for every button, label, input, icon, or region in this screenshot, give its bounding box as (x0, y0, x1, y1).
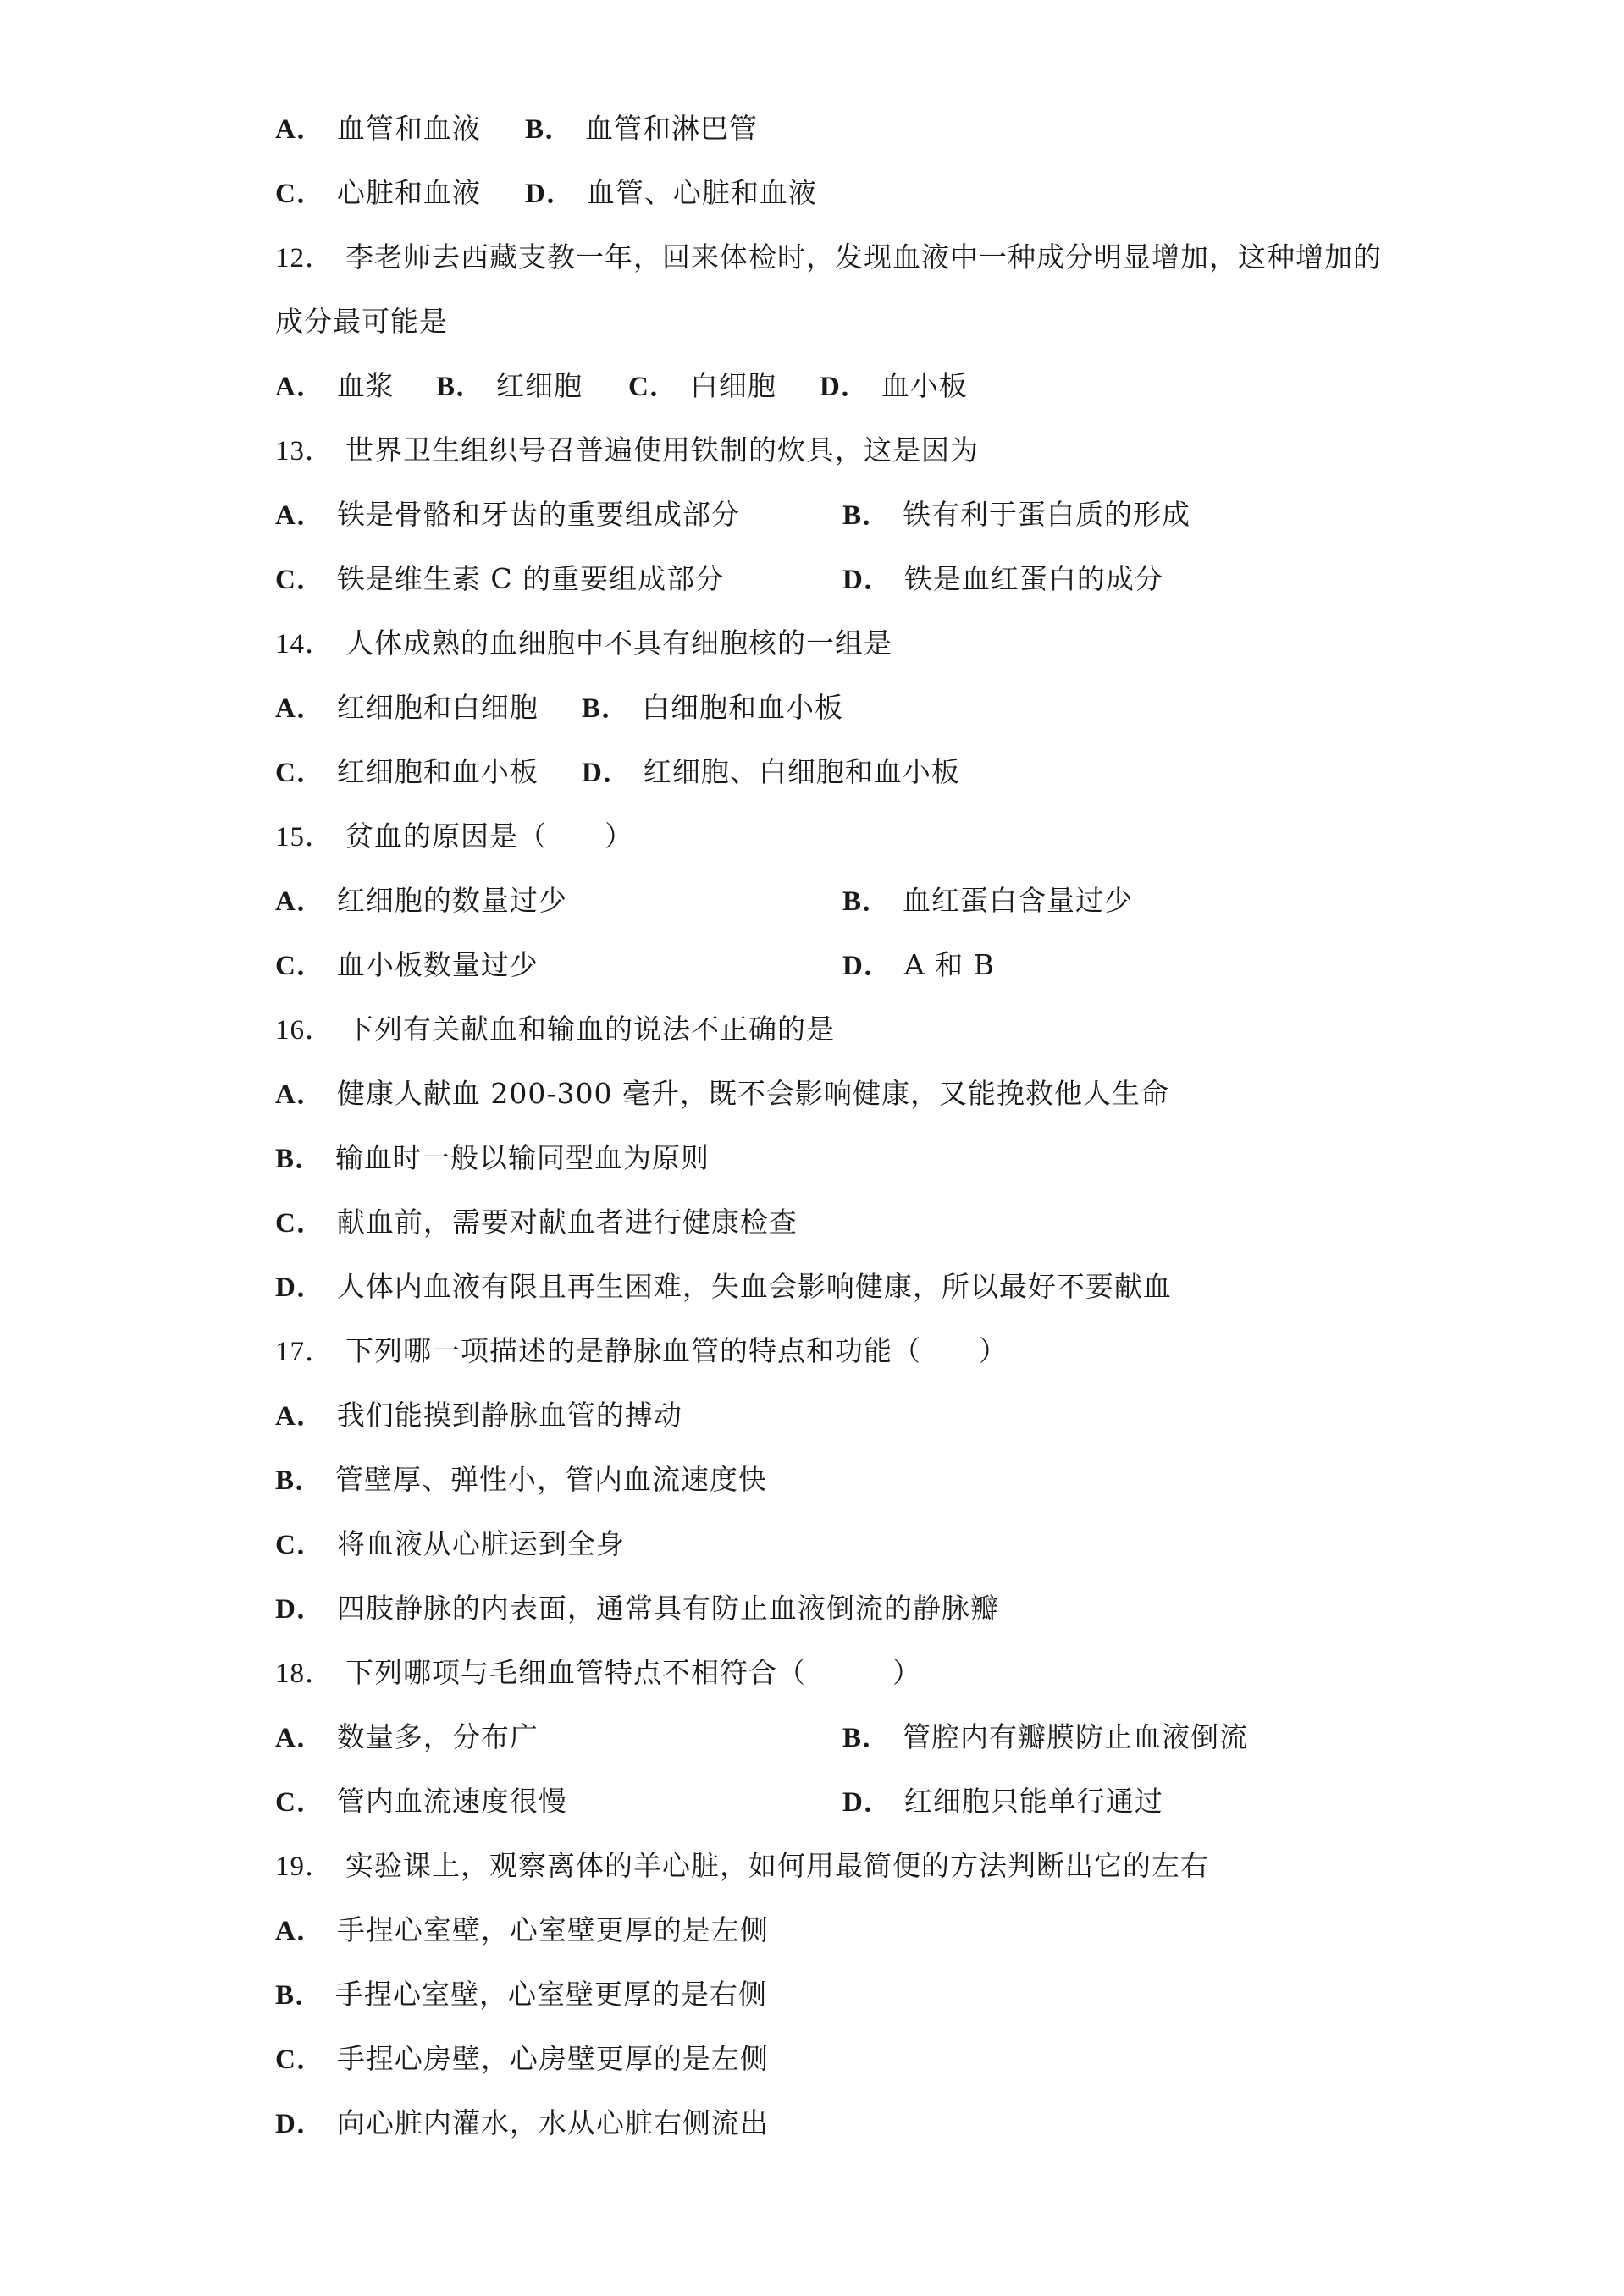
q15-option-c (275, 947, 539, 985)
question-number: 15． (275, 822, 334, 853)
option-label: B． (842, 1723, 892, 1753)
q17-option-b (275, 1461, 767, 1499)
q16-option-a (275, 1075, 1169, 1113)
option-label: A． (275, 372, 325, 402)
question-text: 成分最可能是 (275, 305, 448, 338)
q12-stem-cont (275, 303, 448, 340)
option-text: 血管和血液 (336, 112, 481, 145)
q15-option-b (842, 882, 1133, 920)
q16-option-d (275, 1268, 1172, 1306)
option-label: C． (275, 1530, 325, 1560)
option-label: C． (275, 951, 325, 981)
q17-option-a (275, 1397, 682, 1435)
option-text: 铁是维生素 C 的重要组成部分 (336, 562, 725, 595)
question-number: 12． (275, 243, 334, 273)
option-text: 血浆 (336, 369, 395, 402)
question-number: 13． (275, 436, 334, 466)
option-label: A． (275, 500, 325, 531)
option-label: D． (275, 1594, 325, 1625)
q14-option-b (582, 689, 843, 727)
option-label: C． (275, 1787, 325, 1818)
option-text: 手捏心室壁，心室壁更厚的是右侧 (335, 1978, 768, 2011)
q18-option-a (275, 1719, 539, 1757)
option-label: D． (842, 565, 892, 595)
q13-option-c (275, 560, 724, 599)
option-label: A． (275, 1723, 325, 1753)
question-number: 14． (275, 629, 334, 660)
option-text: 人体内血液有限且再生困难，失血会影响健康，所以最好不要献血 (336, 1270, 1172, 1303)
option-text: 四肢静脉的内表面，通常具有防止血液倒流的静脉瓣 (336, 1592, 999, 1625)
option-text: 手捏心房壁，心房壁更厚的是左侧 (336, 2042, 769, 2075)
q15-option-d (842, 947, 995, 985)
question-text: 李老师去西藏支教一年，回来体检时，发现血液中一种成分明显增加，这种增加的 (345, 240, 1382, 273)
option-text: 红细胞和血小板 (336, 755, 539, 788)
question-text: 世界卫生组织号召普遍使用铁制的炊具，这是因为 (345, 433, 979, 466)
question-text: 人体成熟的血细胞中不具有细胞核的一组是 (345, 626, 892, 660)
option-label: D． (842, 1787, 892, 1818)
option-text: 血小板数量过少 (336, 948, 539, 981)
option-text: 我们能摸到静脉血管的搏动 (336, 1399, 682, 1432)
option-text: 手捏心室壁，心室壁更厚的是左侧 (336, 1913, 769, 1946)
question-number: 16． (275, 1015, 334, 1046)
option-text: 向心脏内灌水，水从心脏右侧流出 (336, 2106, 769, 2139)
option-text: 将血液从心脏运到全身 (336, 1527, 625, 1560)
option-text: 血红蛋白含量过少 (903, 884, 1134, 917)
q19-stem (275, 1847, 1209, 1885)
option-text: 管内血流速度很慢 (336, 1785, 567, 1818)
question-text: 下列哪一项描述的是静脉血管的特点和功能（ ） (345, 1334, 1008, 1367)
option-label: D． (842, 951, 892, 981)
q14-option-d (582, 753, 960, 792)
option-label: B． (842, 500, 892, 531)
option-label: D． (275, 1272, 325, 1303)
option-label: A． (275, 693, 325, 724)
q14-option-a (275, 689, 539, 727)
q11-option-c (275, 174, 481, 212)
option-label: D． (820, 372, 870, 402)
option-text: 红细胞只能单行通过 (903, 1785, 1163, 1818)
q18-option-b (842, 1719, 1248, 1757)
option-text: 红细胞的数量过少 (336, 884, 567, 917)
option-label: B． (436, 372, 485, 402)
option-text: 铁是骨骼和牙齿的重要组成部分 (336, 498, 740, 531)
option-label: C． (275, 758, 325, 788)
q13-stem (275, 432, 979, 470)
q13-option-b (842, 496, 1190, 534)
q16-stem (275, 1011, 835, 1049)
option-label: A． (275, 1079, 325, 1110)
option-label: A． (275, 1916, 325, 1946)
option-label: B． (525, 114, 574, 145)
option-text: 铁有利于蛋白质的形成 (903, 498, 1191, 531)
q15-stem (275, 818, 633, 856)
q13-option-d (842, 560, 1163, 599)
option-label: C． (628, 372, 678, 402)
option-text: 献血前，需要对献血者进行健康检查 (336, 1206, 798, 1239)
q19-option-b (275, 1976, 767, 2014)
q19-option-a (275, 1912, 769, 1950)
question-text: 下列有关献血和输血的说法不正确的是 (345, 1013, 835, 1046)
option-label: A． (275, 886, 325, 917)
option-text: 白细胞和血小板 (642, 691, 844, 724)
q11-option-d (525, 174, 817, 212)
option-label: D． (582, 758, 632, 788)
q11-option-b (525, 110, 758, 148)
option-text: 管壁厚、弹性小，管内血流速度快 (335, 1463, 768, 1496)
option-text: 白细胞 (689, 369, 776, 402)
option-label: B． (582, 693, 631, 724)
q12-option-d (820, 367, 968, 406)
option-text: 铁是血红蛋白的成分 (903, 562, 1163, 595)
question-number: 18． (275, 1659, 334, 1689)
option-text: A 和 B (903, 948, 995, 981)
option-label: D． (525, 179, 575, 209)
q13-option-a (275, 496, 740, 534)
question-number: 19． (275, 1852, 334, 1882)
q12-option-a (275, 367, 395, 406)
question-number: 17． (275, 1337, 334, 1367)
option-text: 红细胞和白细胞 (336, 691, 539, 724)
option-label: C． (275, 179, 325, 209)
option-text: 血管、心脏和血液 (586, 176, 817, 209)
option-label: A． (275, 114, 325, 145)
option-text: 红细胞 (496, 369, 583, 402)
q18-option-c (275, 1783, 567, 1821)
q18-stem (275, 1654, 921, 1692)
option-text: 数量多，分布广 (336, 1720, 539, 1753)
option-text: 心脏和血液 (336, 176, 481, 209)
q12-stem (275, 239, 1382, 277)
q16-option-c (275, 1204, 798, 1242)
option-text: 血小板 (881, 369, 968, 402)
option-label: B． (275, 1465, 324, 1496)
option-text: 血管和淋巴管 (585, 112, 759, 145)
q17-stem (275, 1333, 1008, 1371)
option-label: B． (842, 886, 892, 917)
option-label: A． (275, 1401, 325, 1432)
option-label: C． (275, 1208, 325, 1239)
question-text: 下列哪项与毛细血管特点不相符合（ ） (345, 1656, 921, 1689)
option-label: D． (275, 2109, 325, 2139)
q11-option-a (275, 110, 481, 148)
q19-option-c (275, 2040, 769, 2078)
q18-option-d (842, 1783, 1163, 1821)
q14-option-c (275, 753, 539, 792)
option-label: B． (275, 1144, 324, 1174)
option-label: C． (275, 2045, 325, 2075)
option-label: B． (275, 1980, 324, 2011)
option-text: 管腔内有瓣膜防止血液倒流 (903, 1720, 1249, 1753)
question-text: 实验课上，观察离体的羊心脏，如何用最简便的方法判断出它的左右 (345, 1849, 1209, 1882)
option-label: C． (275, 565, 325, 595)
q17-option-c (275, 1526, 625, 1564)
q14-stem (275, 625, 892, 663)
q17-option-d (275, 1590, 999, 1628)
q15-option-a (275, 882, 567, 920)
option-text: 输血时一般以输同型血为原则 (335, 1141, 710, 1174)
option-text: 红细胞、白细胞和血小板 (643, 755, 960, 788)
question-text: 贫血的原因是（ ） (345, 820, 633, 853)
q12-option-b (436, 367, 583, 406)
q16-option-b (275, 1140, 710, 1178)
option-text: 健康人献血 200-300 毫升，既不会影响健康，又能挽救他人生命 (336, 1077, 1169, 1110)
q12-option-c (628, 367, 776, 406)
q19-option-d (275, 2105, 769, 2143)
